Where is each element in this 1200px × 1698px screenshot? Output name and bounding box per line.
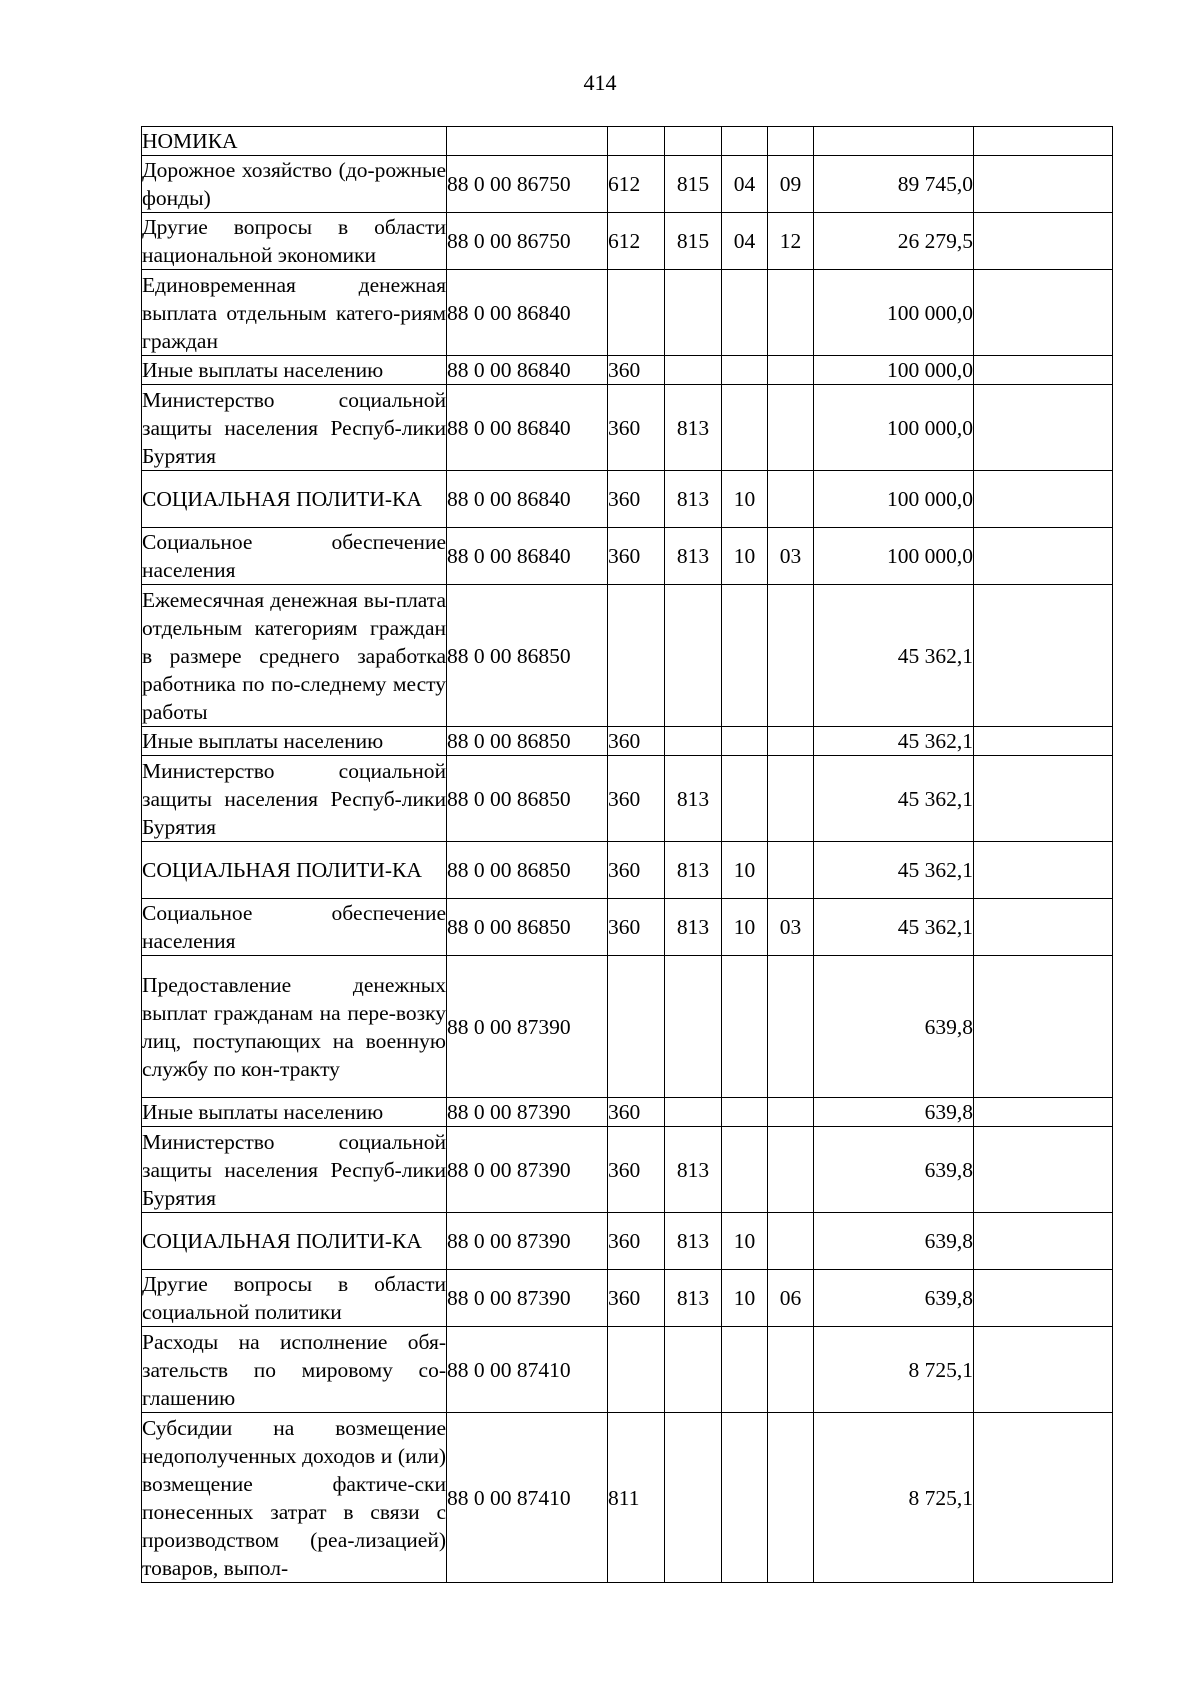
row-name-cell: Иные выплаты населению [142,727,447,756]
row-empty-cell [974,528,1113,585]
row-vr-cell: 360 [608,1098,665,1127]
row-empty-cell [974,899,1113,956]
row-empty-cell [974,213,1113,270]
table-row [142,356,1113,385]
table-row [142,899,1113,956]
row-empty-cell [974,1213,1113,1270]
row-vr-cell: 360 [608,1270,665,1327]
row-amount-cell: 8 725,1 [814,1327,974,1413]
row-pr-cell [768,1413,814,1583]
row-code-cell: 88 0 00 87390 [447,1098,608,1127]
row-amount-cell: 100 000,0 [814,385,974,471]
row-grbs-cell: 813 [665,385,722,471]
row-grbs-cell: 813 [665,842,722,899]
row-code-cell: 88 0 00 86750 [447,213,608,270]
row-rz-cell: 10 [722,842,768,899]
row-rz-cell [722,1327,768,1413]
row-empty-cell [974,270,1113,356]
table-row [142,756,1113,842]
row-empty-cell [974,385,1113,471]
row-code-cell: 88 0 00 87390 [447,956,608,1098]
page-number: 414 [583,70,617,95]
row-vr-cell: 360 [608,842,665,899]
table-row [142,1327,1113,1413]
row-pr-cell: 12 [768,213,814,270]
row-vr-cell: 360 [608,1127,665,1213]
row-rz-cell [722,356,768,385]
row-empty-cell [974,756,1113,842]
row-empty-cell [974,585,1113,727]
row-grbs-cell: 813 [665,1127,722,1213]
row-amount-cell: 100 000,0 [814,528,974,585]
row-name-cell: Расходы на исполнение обя-зательств по мировому со-глашению [142,1327,447,1413]
row-rz-cell: 10 [722,899,768,956]
row-code-cell: 88 0 00 86840 [447,471,608,528]
row-rz-cell: 10 [722,471,768,528]
row-amount-cell [814,127,974,156]
row-empty-cell [974,1098,1113,1127]
row-code-cell: 88 0 00 87410 [447,1327,608,1413]
row-grbs-cell: 815 [665,213,722,270]
row-empty-cell [974,1413,1113,1583]
row-grbs-cell [665,1413,722,1583]
row-name-cell: Социальное обеспечение населения [142,899,447,956]
row-vr-cell: 811 [608,1413,665,1583]
row-grbs-cell: 813 [665,1213,722,1270]
row-pr-cell [768,585,814,727]
row-amount-cell: 45 362,1 [814,842,974,899]
table-row [142,127,1113,156]
row-amount-cell: 45 362,1 [814,727,974,756]
row-pr-cell: 09 [768,156,814,213]
budget-table [141,126,1113,1583]
row-rz-cell [722,127,768,156]
row-pr-cell: 06 [768,1270,814,1327]
row-name-cell: Министерство социальной защиты населения Респуб-лики Бурятия [142,385,447,471]
row-vr-cell: 360 [608,471,665,528]
row-name-cell: СОЦИАЛЬНАЯ ПОЛИТИ-КА [142,1213,447,1270]
row-name-cell: СОЦИАЛЬНАЯ ПОЛИТИ-КА [142,471,447,528]
row-vr-cell [608,585,665,727]
row-vr-cell: 360 [608,899,665,956]
table-row [142,471,1113,528]
row-code-cell: 88 0 00 86850 [447,727,608,756]
row-code-cell: 88 0 00 86850 [447,756,608,842]
row-amount-cell: 639,8 [814,1098,974,1127]
row-pr-cell [768,1098,814,1127]
row-vr-cell [608,270,665,356]
row-empty-cell [974,1327,1113,1413]
row-empty-cell [974,156,1113,213]
row-rz-cell [722,956,768,1098]
row-rz-cell: 10 [722,528,768,585]
row-pr-cell [768,1127,814,1213]
row-code-cell: 88 0 00 86850 [447,899,608,956]
row-rz-cell [722,727,768,756]
row-amount-cell: 45 362,1 [814,899,974,956]
row-grbs-cell: 815 [665,156,722,213]
row-amount-cell: 26 279,5 [814,213,974,270]
row-name-cell: Дорожное хозяйство (до-рожные фонды) [142,156,447,213]
row-amount-cell: 100 000,0 [814,471,974,528]
row-name-cell: Ежемесячная денежная вы-плата отдельным категориям граждан в размере среднего заработка работника по по-следнему месту работы [142,585,447,727]
table-row [142,1413,1113,1583]
row-vr-cell: 360 [608,385,665,471]
row-name-cell: Другие вопросы в области социальной политики [142,1270,447,1327]
row-name-cell: Иные выплаты населению [142,1098,447,1127]
row-amount-cell: 639,8 [814,1270,974,1327]
table-row [142,156,1113,213]
row-grbs-cell [665,356,722,385]
table-row [142,213,1113,270]
row-amount-cell: 100 000,0 [814,356,974,385]
row-name-cell: НОМИКА [142,127,447,156]
row-pr-cell [768,727,814,756]
row-empty-cell [974,842,1113,899]
row-code-cell [447,127,608,156]
table-body [142,127,1113,1583]
row-vr-cell: 360 [608,727,665,756]
row-empty-cell [974,127,1113,156]
row-pr-cell [768,270,814,356]
row-vr-cell: 612 [608,156,665,213]
row-grbs-cell [665,585,722,727]
row-code-cell: 88 0 00 87390 [447,1213,608,1270]
row-empty-cell [974,356,1113,385]
row-vr-cell: 360 [608,1213,665,1270]
table-row [142,1098,1113,1127]
row-pr-cell [768,356,814,385]
table-row [142,956,1113,1098]
row-code-cell: 88 0 00 86840 [447,528,608,585]
row-name-cell: Субсидии на возмещение недополученных доходов и (или) возмещение фактиче-ски понесенных затрат в связи с производством (реа-лизацией) товаров, выпол- [142,1413,447,1583]
row-code-cell: 88 0 00 87410 [447,1413,608,1583]
row-amount-cell: 45 362,1 [814,585,974,727]
row-grbs-cell [665,727,722,756]
row-code-cell: 88 0 00 86840 [447,270,608,356]
row-name-cell: Министерство социальной защиты населения Респуб-лики Бурятия [142,1127,447,1213]
row-pr-cell [768,956,814,1098]
row-rz-cell: 04 [722,213,768,270]
row-rz-cell: 10 [722,1270,768,1327]
row-amount-cell: 639,8 [814,956,974,1098]
row-amount-cell: 100 000,0 [814,270,974,356]
row-grbs-cell: 813 [665,528,722,585]
table-row [142,385,1113,471]
row-grbs-cell: 813 [665,756,722,842]
row-code-cell: 88 0 00 86840 [447,385,608,471]
row-empty-cell [974,956,1113,1098]
row-pr-cell [768,1327,814,1413]
row-pr-cell [768,385,814,471]
row-grbs-cell [665,1327,722,1413]
row-name-cell: Иные выплаты населению [142,356,447,385]
row-name-cell: Другие вопросы в области национальной экономики [142,213,447,270]
row-code-cell: 88 0 00 86840 [447,356,608,385]
table-row [142,1127,1113,1213]
row-rz-cell [722,1127,768,1213]
row-grbs-cell: 813 [665,1270,722,1327]
row-pr-cell [768,471,814,528]
row-code-cell: 88 0 00 86750 [447,156,608,213]
row-amount-cell: 45 362,1 [814,756,974,842]
row-grbs-cell [665,127,722,156]
row-pr-cell: 03 [768,528,814,585]
table-row [142,270,1113,356]
row-vr-cell [608,127,665,156]
row-vr-cell [608,956,665,1098]
row-rz-cell: 10 [722,1213,768,1270]
row-code-cell: 88 0 00 86850 [447,842,608,899]
row-pr-cell: 03 [768,899,814,956]
table-row [142,727,1113,756]
row-code-cell: 88 0 00 87390 [447,1270,608,1327]
row-name-cell: Социальное обеспечение населения [142,528,447,585]
row-grbs-cell: 813 [665,471,722,528]
row-grbs-cell: 813 [665,899,722,956]
row-vr-cell [608,1327,665,1413]
row-rz-cell: 04 [722,156,768,213]
row-name-cell: Министерство социальной защиты населения Респуб-лики Бурятия [142,756,447,842]
row-grbs-cell [665,1098,722,1127]
row-amount-cell: 639,8 [814,1213,974,1270]
row-pr-cell [768,127,814,156]
row-code-cell: 88 0 00 86850 [447,585,608,727]
row-name-cell: Единовременная денежная выплата отдельным катего-риям граждан [142,270,447,356]
row-vr-cell: 360 [608,356,665,385]
table-row [142,1213,1113,1270]
table-row [142,842,1113,899]
row-code-cell: 88 0 00 87390 [447,1127,608,1213]
row-empty-cell [974,1127,1113,1213]
row-amount-cell: 89 745,0 [814,156,974,213]
row-rz-cell [722,756,768,842]
row-vr-cell: 360 [608,756,665,842]
row-empty-cell [974,727,1113,756]
row-amount-cell: 8 725,1 [814,1413,974,1583]
row-empty-cell [974,471,1113,528]
row-rz-cell [722,1413,768,1583]
table-row [142,585,1113,727]
row-pr-cell [768,1213,814,1270]
row-amount-cell: 639,8 [814,1127,974,1213]
table-row [142,1270,1113,1327]
row-vr-cell: 360 [608,528,665,585]
row-grbs-cell [665,270,722,356]
row-pr-cell [768,756,814,842]
row-rz-cell [722,270,768,356]
row-name-cell: Предоставление денежных выплат гражданам на пере-возку лиц, поступающих на военную службу по кон-тракту [142,956,447,1098]
table-row [142,528,1113,585]
row-rz-cell [722,1098,768,1127]
row-rz-cell [722,385,768,471]
row-empty-cell [974,1270,1113,1327]
row-name-cell: СОЦИАЛЬНАЯ ПОЛИТИ-КА [142,842,447,899]
row-vr-cell: 612 [608,213,665,270]
row-rz-cell [722,585,768,727]
row-grbs-cell [665,956,722,1098]
row-pr-cell [768,842,814,899]
